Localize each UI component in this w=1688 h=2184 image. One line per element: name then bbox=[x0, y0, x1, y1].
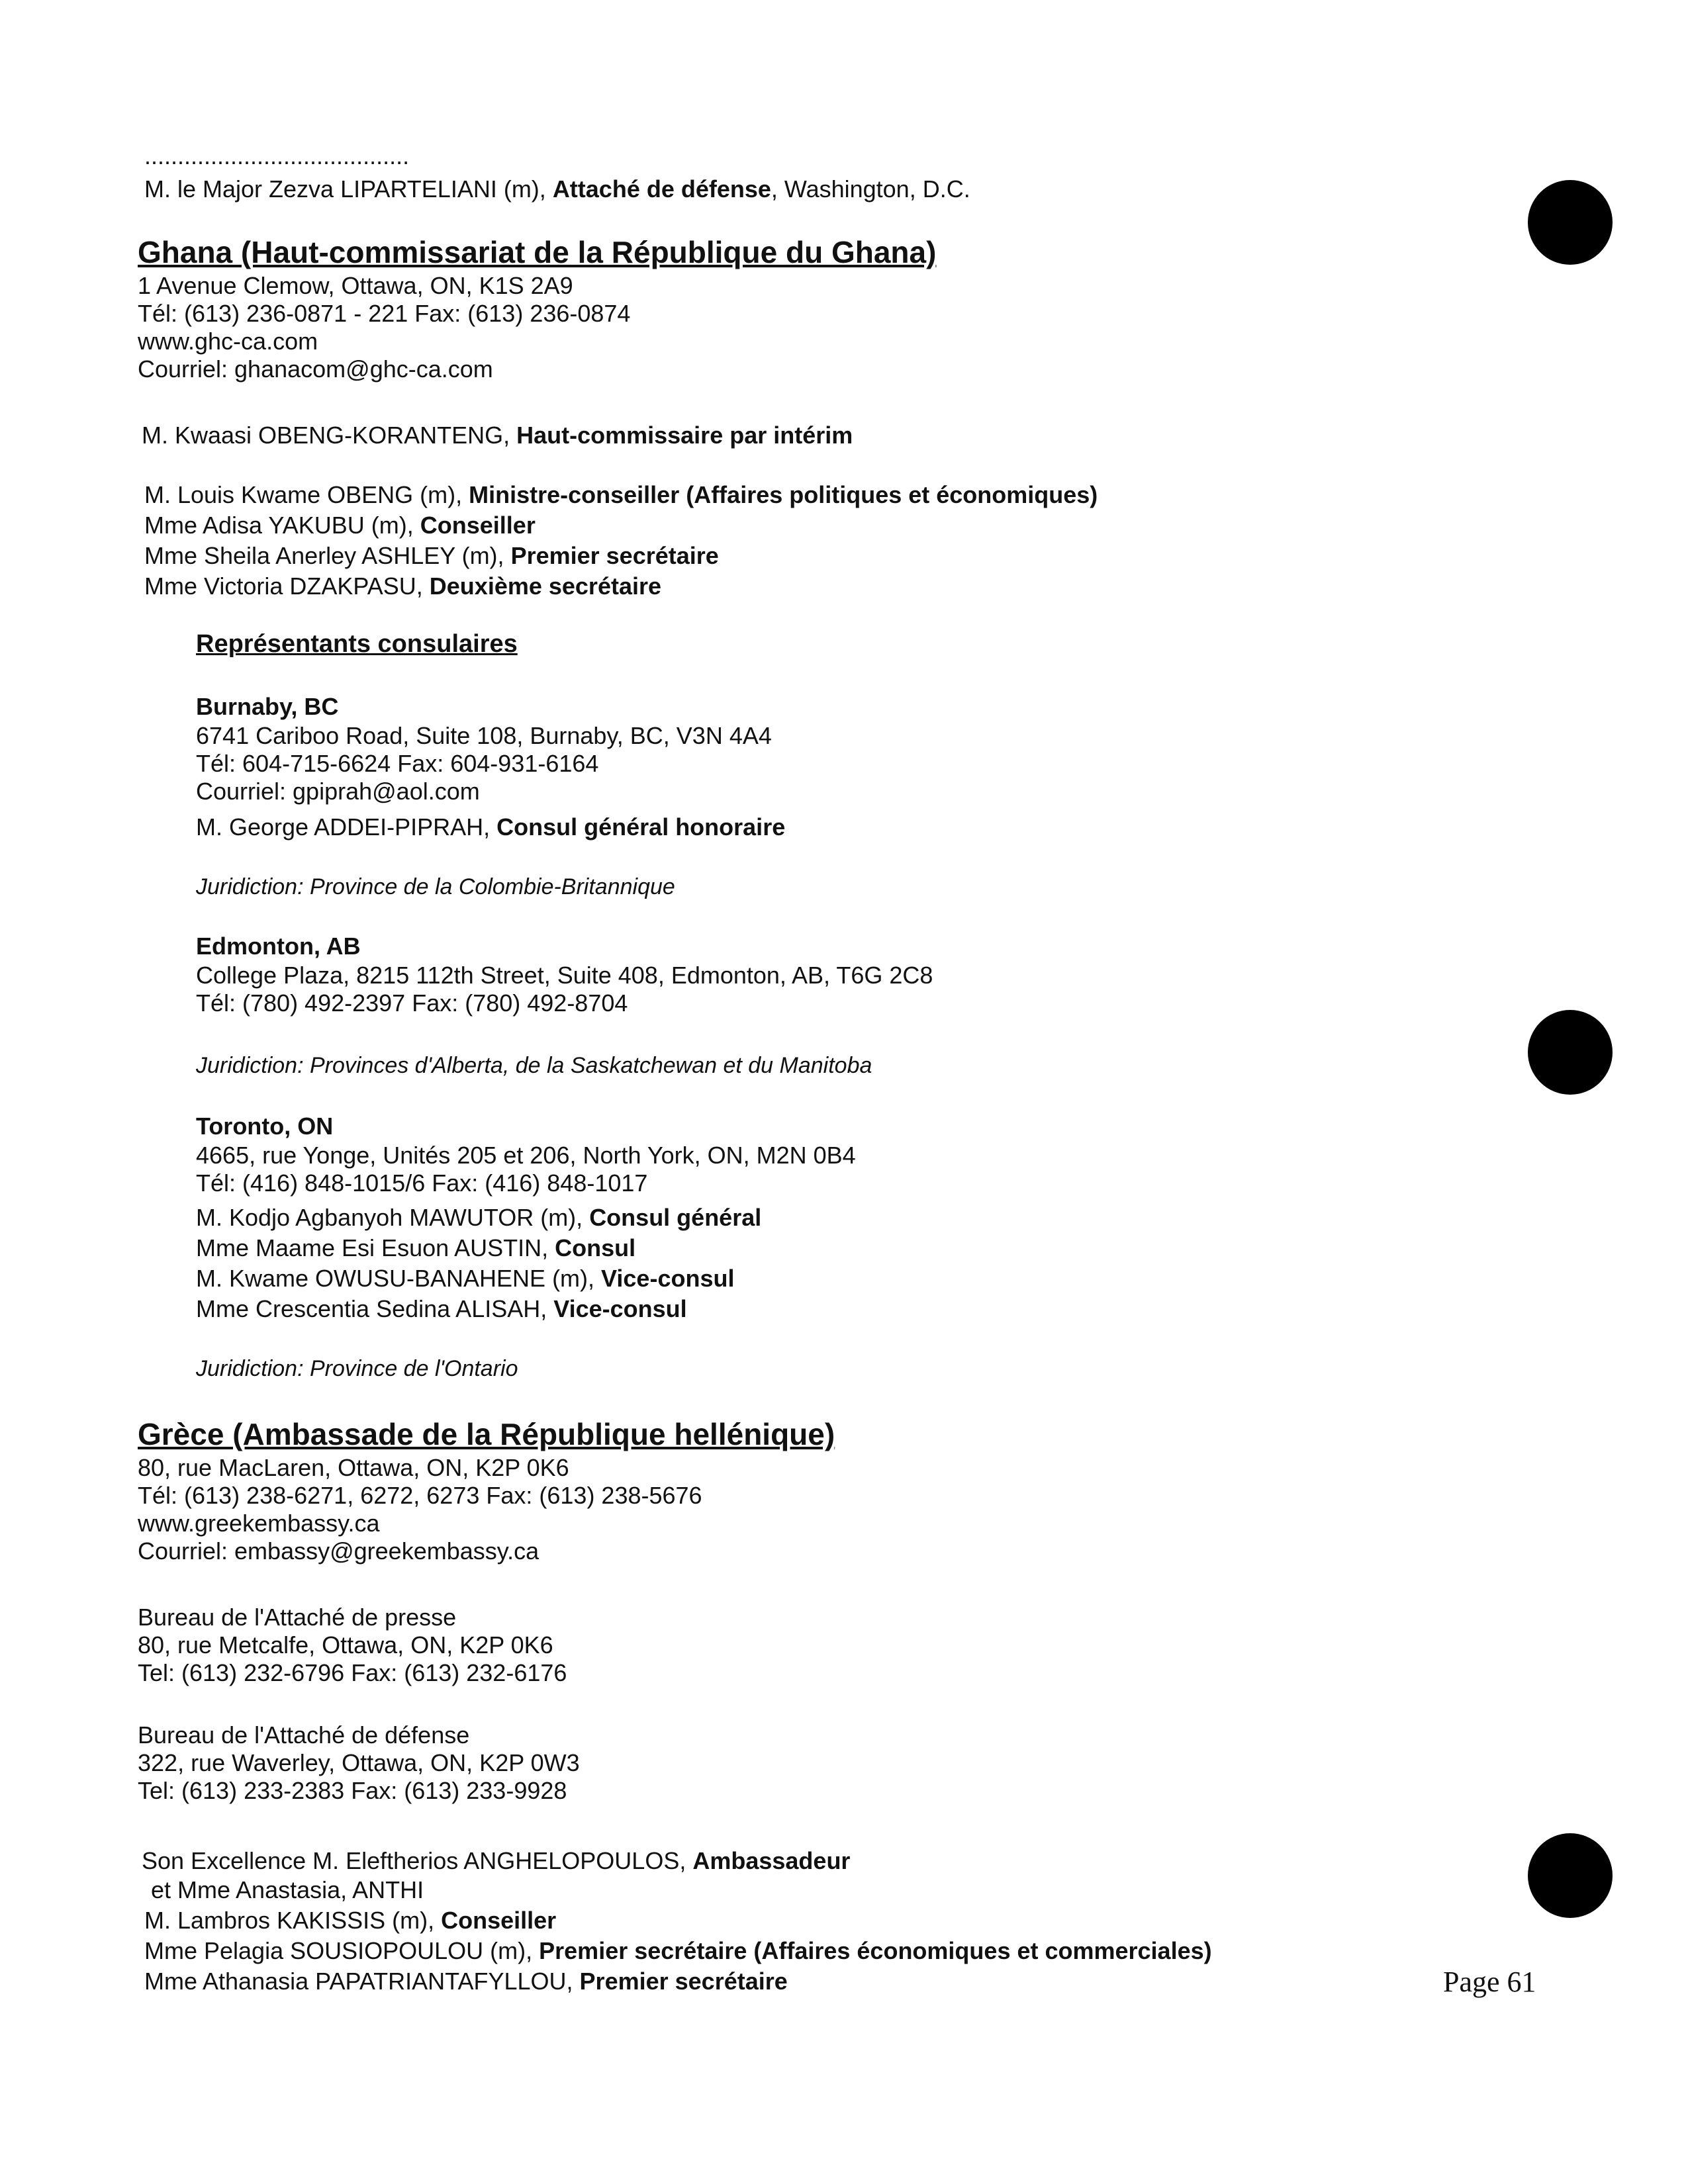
greece-email: Courriel: embassy@greekembassy.ca bbox=[138, 1537, 539, 1565]
toronto-address: 4665, rue Yonge, Unités 205 et 206, North York, ON, M2N 0B4 bbox=[196, 1142, 856, 1169]
greece-phone: Tél: (613) 238-6271, 6272, 6273 Fax: (613) 238-5676 bbox=[138, 1482, 702, 1509]
greece-heading: Grèce (Ambassade de la République hellénique) bbox=[138, 1417, 835, 1451]
toronto-staff-row bbox=[196, 1264, 734, 1293]
person-title: Premier secrétaire bbox=[510, 542, 719, 569]
punch-hole-icon bbox=[1528, 1010, 1613, 1095]
ghana-heading: Ghana (Haut-commissariat de la République du Ghana) bbox=[138, 235, 937, 269]
person-name: Mme Victoria DZAKPASU, bbox=[144, 572, 430, 600]
person-name: M. Louis Kwame OBENG (m), bbox=[144, 481, 469, 508]
person-title: Consul général bbox=[589, 1204, 762, 1231]
edmonton-jurisdiction: Juridiction: Provinces d'Alberta, de la Saskatchewan et du Manitoba bbox=[196, 1053, 872, 1078]
greece-address: 80, rue MacLaren, Ottawa, ON, K2P 0K6 bbox=[138, 1454, 569, 1481]
person-name: M. Kodjo Agbanyoh MAWUTOR (m), bbox=[196, 1204, 590, 1231]
person-name: M. le Major Zezva LIPARTELIANI (m), bbox=[144, 175, 553, 203]
edmonton-phone: Tél: (780) 492-2397 Fax: (780) 492-8704 bbox=[196, 989, 628, 1017]
page-number: Page 61 bbox=[1443, 1966, 1536, 1998]
greece-ambassador bbox=[142, 1846, 850, 1876]
person-name: Mme Maame Esi Esuon AUSTIN, bbox=[196, 1234, 555, 1261]
attache-line bbox=[144, 175, 970, 204]
toronto-jurisdiction: Juridiction: Province de l'Ontario bbox=[196, 1356, 518, 1381]
person-title: Ambassadeur bbox=[692, 1847, 851, 1874]
consular-heading: Représentants consulaires bbox=[196, 630, 518, 658]
person-name: Mme Adisa YAKUBU (m), bbox=[144, 512, 420, 539]
person-name: Son Excellence M. Eleftherios ANGHELOPOULOS, bbox=[142, 1847, 693, 1874]
person-name: M. Lambros KAKISSIS (m), bbox=[144, 1907, 442, 1934]
ghana-staff-row bbox=[144, 572, 661, 601]
edmonton-address: College Plaza, 8215 112th Street, Suite 408, Edmonton, AB, T6G 2C8 bbox=[196, 962, 933, 989]
toronto-staff-row bbox=[196, 1203, 761, 1232]
ghana-staff-row bbox=[144, 511, 536, 540]
person-title: Consul général honoraire bbox=[496, 813, 786, 841]
person-title: Premier secrétaire bbox=[579, 1968, 788, 1995]
person-name: M. Kwame OWUSU-BANAHENE (m), bbox=[196, 1265, 602, 1292]
person-title: Haut-commissaire par intérim bbox=[516, 422, 853, 449]
ghana-address: 1 Avenue Clemow, Ottawa, ON, K1S 2A9 bbox=[138, 272, 573, 299]
toronto-staff-row bbox=[196, 1295, 687, 1324]
punch-hole-icon bbox=[1528, 180, 1613, 265]
person-location: , Washington, D.C. bbox=[771, 175, 970, 203]
defense-office-name: Bureau de l'Attaché de défense bbox=[138, 1721, 470, 1749]
burnaby-email: Courriel: gpiprah@aol.com bbox=[196, 778, 480, 805]
dotted-leader: ........................................ bbox=[144, 142, 410, 169]
person-title: Conseiller bbox=[420, 512, 536, 539]
ghana-staff-row bbox=[144, 541, 719, 570]
person-name: Mme Athanasia PAPATRIANTAFYLLOU, bbox=[144, 1968, 580, 1995]
person-title: Ministre-conseiller (Affaires politiques et économiques) bbox=[469, 481, 1098, 508]
person-name: Mme Crescentia Sedina ALISAH, bbox=[196, 1295, 554, 1322]
press-office-phone: Tel: (613) 232-6796 Fax: (613) 232-6176 bbox=[138, 1659, 567, 1686]
person-title: Consul bbox=[555, 1234, 636, 1261]
ghana-head bbox=[142, 421, 853, 450]
toronto-phone: Tél: (416) 848-1015/6 Fax: (416) 848-1017 bbox=[196, 1169, 648, 1197]
press-office-address: 80, rue Metcalfe, Ottawa, ON, K2P 0K6 bbox=[138, 1631, 553, 1659]
greece-website: www.greekembassy.ca bbox=[138, 1510, 380, 1537]
defense-office-address: 322, rue Waverley, Ottawa, ON, K2P 0W3 bbox=[138, 1749, 580, 1776]
person-name: Mme Sheila Anerley ASHLEY (m), bbox=[144, 542, 511, 569]
toronto-city: Toronto, ON bbox=[196, 1113, 334, 1140]
burnaby-jurisdiction: Juridiction: Province de la Colombie-Britannique bbox=[196, 874, 675, 899]
person-title: Conseiller bbox=[441, 1907, 557, 1934]
person-title: Deuxième secrétaire bbox=[429, 572, 662, 600]
ghana-email: Courriel: ghanacom@ghc-ca.com bbox=[138, 355, 493, 383]
press-office-name: Bureau de l'Attaché de presse bbox=[138, 1604, 457, 1631]
defense-office-phone: Tel: (613) 233-2383 Fax: (613) 233-9928 bbox=[138, 1777, 567, 1804]
edmonton-city: Edmonton, AB bbox=[196, 933, 361, 960]
person-name: M. George ADDEI-PIPRAH, bbox=[196, 813, 497, 841]
burnaby-phone: Tél: 604-715-6624 Fax: 604-931-6164 bbox=[196, 750, 599, 777]
person-name: M. Kwaasi OBENG-KORANTENG, bbox=[142, 422, 517, 449]
greece-staff-row bbox=[144, 1936, 1212, 1966]
burnaby-address: 6741 Cariboo Road, Suite 108, Burnaby, BC, V3N 4A4 bbox=[196, 722, 772, 749]
person-name: Mme Pelagia SOUSIOPOULOU (m), bbox=[144, 1937, 539, 1964]
greece-staff-row bbox=[144, 1906, 556, 1935]
person-title: Premier secrétaire (Affaires économiques et commerciales) bbox=[539, 1937, 1212, 1964]
punch-hole-icon bbox=[1528, 1833, 1613, 1918]
ghana-website: www.ghc-ca.com bbox=[138, 328, 318, 355]
ghana-phone: Tél: (613) 236-0871 - 221 Fax: (613) 236-0874 bbox=[138, 300, 631, 327]
greece-spouse: et Mme Anastasia, ANTHI bbox=[151, 1876, 424, 1903]
person-title: Vice-consul bbox=[553, 1295, 687, 1322]
person-title: Attaché de défense bbox=[552, 175, 771, 203]
person-title: Vice-consul bbox=[601, 1265, 735, 1292]
toronto-staff-row bbox=[196, 1234, 635, 1263]
burnaby-city: Burnaby, BC bbox=[196, 693, 339, 720]
greece-staff-row bbox=[144, 1967, 788, 1996]
burnaby-consul bbox=[196, 813, 785, 842]
ghana-staff-row bbox=[144, 480, 1098, 510]
